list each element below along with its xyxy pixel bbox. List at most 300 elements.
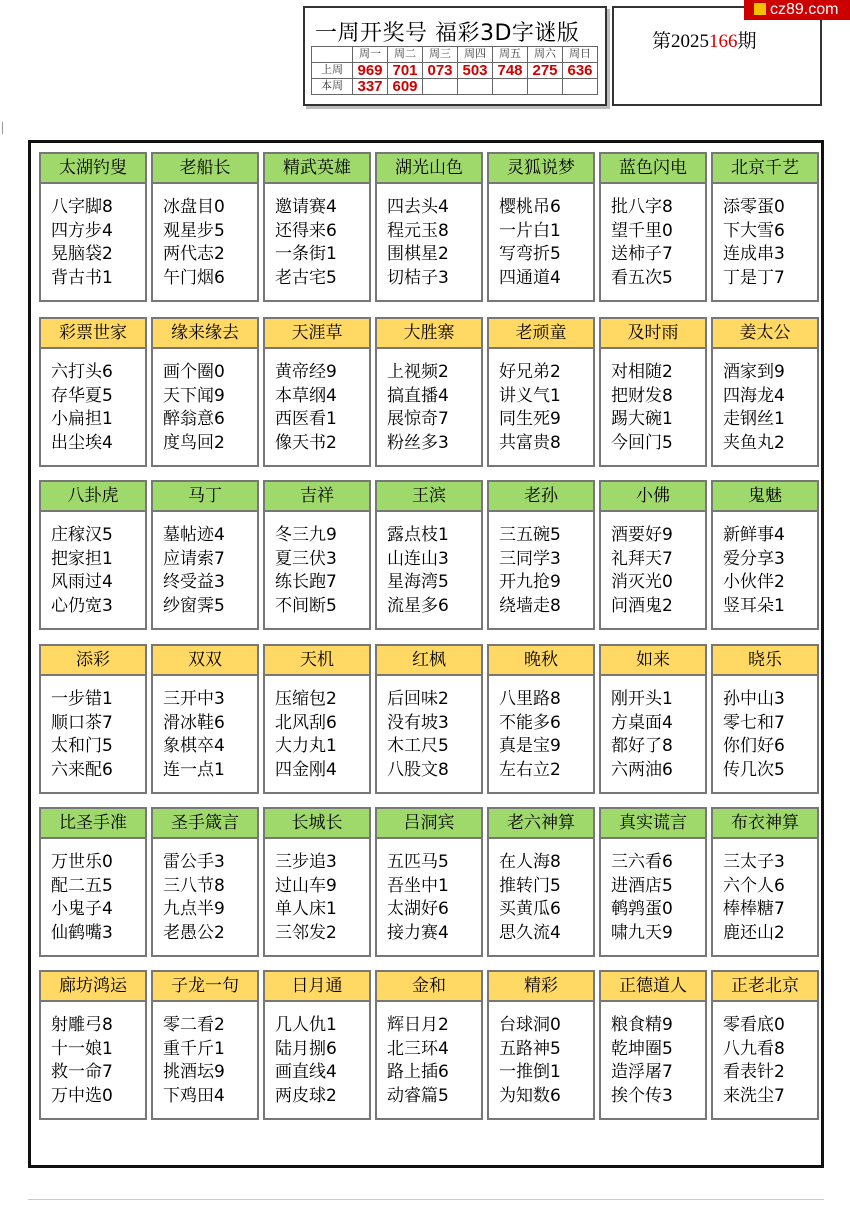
riddle-author: 天机 bbox=[265, 646, 369, 676]
riddle-lines bbox=[489, 349, 593, 455]
riddle-line: 三步追3 bbox=[275, 852, 337, 872]
riddle-line: 画直线4 bbox=[275, 1062, 337, 1082]
riddle-line: 消灭光0 bbox=[611, 572, 673, 592]
riddle-line: 看五次5 bbox=[611, 267, 673, 288]
riddle-line: 邀请赛4 bbox=[275, 197, 337, 217]
draw-number: 073 bbox=[423, 63, 458, 79]
draw-number: 275 bbox=[528, 63, 563, 79]
riddle-line: 进酒店5 bbox=[611, 875, 673, 896]
riddle-line: 五路神5 bbox=[499, 1038, 561, 1059]
riddle-card bbox=[599, 970, 707, 1120]
riddle-line: 还得来6 bbox=[275, 220, 337, 241]
riddle-card bbox=[487, 807, 595, 957]
riddle-card bbox=[375, 644, 483, 794]
riddle-card bbox=[487, 480, 595, 630]
riddle-line: 买黄瓜6 bbox=[499, 899, 561, 919]
riddle-line: 三同学3 bbox=[499, 548, 561, 569]
riddle-line: 共富贵8 bbox=[499, 432, 561, 453]
riddle-card bbox=[487, 970, 595, 1120]
riddle-author: 比圣手准 bbox=[41, 809, 145, 839]
riddle-line: 下鸡田4 bbox=[163, 1085, 225, 1106]
results-last-week-row bbox=[312, 63, 598, 79]
riddle-author: 正老北京 bbox=[713, 972, 817, 1002]
riddle-author: 晓乐 bbox=[713, 646, 817, 676]
riddle-line: 酒要好9 bbox=[611, 525, 673, 545]
draw-number: 337 bbox=[353, 79, 388, 95]
riddle-lines bbox=[489, 512, 593, 618]
riddle-line: 五匹马5 bbox=[387, 852, 449, 872]
riddle-line: 四通道4 bbox=[499, 267, 561, 288]
riddle-lines bbox=[265, 676, 369, 782]
riddle-card bbox=[375, 970, 483, 1120]
riddle-line: 台球洞0 bbox=[499, 1015, 561, 1035]
riddle-card bbox=[487, 644, 595, 794]
issue-suffix: 期 bbox=[737, 31, 757, 52]
riddle-lines bbox=[601, 349, 705, 455]
riddle-lines bbox=[153, 1002, 257, 1108]
riddle-line: 射雕弓8 bbox=[51, 1015, 113, 1035]
week-label: 上周 bbox=[312, 63, 353, 79]
riddle-line: 救一命7 bbox=[51, 1062, 113, 1082]
draw-number: 969 bbox=[353, 63, 388, 79]
riddle-card bbox=[263, 807, 371, 957]
riddle-card bbox=[599, 807, 707, 957]
riddle-line: 八里路8 bbox=[499, 689, 561, 709]
riddle-line: 在人海8 bbox=[499, 852, 561, 872]
riddle-line: 仙鹤嘴3 bbox=[51, 922, 113, 943]
riddle-line: 写弯折5 bbox=[499, 244, 561, 264]
riddle-lines bbox=[601, 512, 705, 618]
riddle-lines bbox=[713, 184, 817, 290]
draw-number bbox=[493, 79, 528, 95]
draw-number bbox=[423, 79, 458, 95]
riddle-author: 正德道人 bbox=[601, 972, 705, 1002]
riddle-line: 六来配6 bbox=[51, 759, 113, 780]
riddle-line: 推转门5 bbox=[499, 875, 561, 896]
issue-label bbox=[652, 26, 757, 53]
riddle-line: 三太子3 bbox=[723, 852, 785, 872]
riddle-line: 压缩包2 bbox=[275, 689, 337, 709]
riddle-card bbox=[487, 317, 595, 467]
riddle-line: 零七和7 bbox=[723, 712, 785, 733]
riddle-line: 夏三伏3 bbox=[275, 548, 337, 569]
riddle-card bbox=[39, 480, 147, 630]
riddle-line: 看表针2 bbox=[723, 1062, 785, 1082]
riddle-line: 小扁担1 bbox=[51, 409, 113, 429]
draw-number: 701 bbox=[388, 63, 423, 79]
riddle-line: 上视频2 bbox=[387, 362, 449, 382]
riddle-lines bbox=[153, 839, 257, 945]
riddle-author: 日月通 bbox=[265, 972, 369, 1002]
riddle-line: 粉丝多3 bbox=[387, 432, 449, 453]
riddle-line: 搞直播4 bbox=[387, 385, 449, 406]
riddle-line: 挨个传3 bbox=[611, 1085, 673, 1106]
riddle-line: 辉日月2 bbox=[387, 1015, 449, 1035]
riddle-line: 晃脑袋2 bbox=[51, 244, 113, 264]
riddle-line: 连一点1 bbox=[163, 759, 225, 780]
riddle-line: 四方步4 bbox=[51, 220, 113, 241]
riddle-line: 爱分享3 bbox=[723, 548, 785, 569]
riddle-lines bbox=[41, 184, 145, 290]
riddle-line: 纱窗霁5 bbox=[163, 595, 225, 616]
riddle-card bbox=[39, 317, 147, 467]
day-label: 周日 bbox=[563, 47, 598, 63]
riddle-card bbox=[263, 644, 371, 794]
riddle-card bbox=[151, 644, 259, 794]
riddle-author: 北京千艺 bbox=[713, 154, 817, 184]
riddle-line: 刚开头1 bbox=[611, 689, 673, 709]
riddle-line: 孙中山3 bbox=[723, 689, 785, 709]
riddle-card bbox=[711, 644, 819, 794]
riddle-lines bbox=[153, 676, 257, 782]
riddle-card bbox=[375, 807, 483, 957]
riddle-card bbox=[263, 480, 371, 630]
riddle-card bbox=[39, 152, 147, 302]
riddle-line: 三五碗5 bbox=[499, 525, 561, 545]
riddle-lines bbox=[41, 1002, 145, 1108]
riddle-line: 围棋星2 bbox=[387, 244, 449, 264]
riddle-lines bbox=[377, 349, 481, 455]
riddle-lines bbox=[601, 839, 705, 945]
riddle-line: 六个人6 bbox=[723, 875, 785, 896]
riddle-line: 对相随2 bbox=[611, 362, 673, 382]
riddle-card bbox=[263, 970, 371, 1120]
riddle-line: 万中选0 bbox=[51, 1085, 113, 1106]
riddle-line: 问酒鬼2 bbox=[611, 595, 673, 616]
riddle-line: 三邻发2 bbox=[275, 922, 337, 943]
riddle-author: 鬼魅 bbox=[713, 482, 817, 512]
site-logo[interactable] bbox=[744, 0, 850, 20]
riddle-author: 老顽童 bbox=[489, 319, 593, 349]
riddle-line: 本草纲4 bbox=[275, 385, 337, 406]
riddle-line: 丁是丁7 bbox=[723, 267, 785, 288]
riddle-lines bbox=[153, 349, 257, 455]
riddle-line: 星海湾5 bbox=[387, 572, 449, 592]
riddle-line: 吾坐中1 bbox=[387, 875, 449, 896]
footer-divider bbox=[28, 1199, 824, 1200]
riddle-author: 老孙 bbox=[489, 482, 593, 512]
riddle-lines bbox=[377, 512, 481, 618]
riddle-line: 同生死9 bbox=[499, 409, 561, 429]
day-label: 周二 bbox=[388, 47, 423, 63]
riddle-line: 没有坡3 bbox=[387, 712, 449, 733]
riddle-author: 马丁 bbox=[153, 482, 257, 512]
riddle-card bbox=[711, 807, 819, 957]
riddle-line: 下大雪6 bbox=[723, 220, 785, 241]
riddle-lines bbox=[41, 676, 145, 782]
riddle-line: 都好了8 bbox=[611, 736, 673, 756]
riddle-line: 路上插6 bbox=[387, 1062, 449, 1082]
riddle-card bbox=[711, 480, 819, 630]
riddle-line: 动睿篇5 bbox=[387, 1085, 449, 1106]
riddle-line: 四去头4 bbox=[387, 197, 449, 217]
riddle-line: 单人床1 bbox=[275, 899, 337, 919]
riddle-lines bbox=[265, 1002, 369, 1108]
riddle-lines bbox=[489, 1002, 593, 1108]
riddle-author: 精武英雄 bbox=[265, 154, 369, 184]
riddle-lines bbox=[153, 512, 257, 618]
riddle-line: 背古书1 bbox=[51, 267, 113, 288]
results-this-week-row bbox=[312, 79, 598, 95]
riddle-card bbox=[711, 152, 819, 302]
riddle-line: 粮食精9 bbox=[611, 1015, 673, 1035]
riddle-author: 小佛 bbox=[601, 482, 705, 512]
riddle-author: 金和 bbox=[377, 972, 481, 1002]
riddle-line: 练长跑7 bbox=[275, 572, 337, 592]
riddle-card bbox=[151, 480, 259, 630]
riddle-line: 终受益3 bbox=[163, 572, 225, 592]
riddle-card bbox=[599, 644, 707, 794]
riddle-author: 晚秋 bbox=[489, 646, 593, 676]
riddle-line: 八股文8 bbox=[387, 759, 449, 780]
riddle-line: 竖耳朵1 bbox=[723, 595, 785, 616]
day-label: 周五 bbox=[493, 47, 528, 63]
riddle-line: 冰盘目0 bbox=[163, 197, 225, 217]
riddle-lines bbox=[713, 1002, 817, 1108]
riddle-line: 来洗尘7 bbox=[723, 1085, 785, 1106]
draw-number bbox=[528, 79, 563, 95]
riddle-line: 不能多6 bbox=[499, 712, 561, 733]
riddle-card bbox=[375, 152, 483, 302]
riddle-line: 像天书2 bbox=[275, 432, 337, 453]
riddle-line: 出尘埃4 bbox=[51, 432, 113, 453]
riddle-lines bbox=[489, 184, 593, 290]
riddle-card bbox=[599, 317, 707, 467]
riddle-line: 零看底0 bbox=[723, 1015, 785, 1035]
riddle-line: 北风刮6 bbox=[275, 712, 337, 733]
logo-text: cz89.com bbox=[770, 1, 839, 18]
riddle-author: 王滨 bbox=[377, 482, 481, 512]
riddle-author: 彩票世家 bbox=[41, 319, 145, 349]
riddle-line: 把财发8 bbox=[611, 385, 673, 406]
riddle-line: 绕墙走8 bbox=[499, 595, 561, 616]
riddle-line: 存华夏5 bbox=[51, 385, 113, 406]
riddle-author: 蓝色闪电 bbox=[601, 154, 705, 184]
riddle-line: 庄稼汉5 bbox=[51, 525, 113, 545]
riddle-line: 接力赛4 bbox=[387, 922, 449, 943]
riddle-line: 十一娘1 bbox=[51, 1038, 113, 1059]
riddle-card bbox=[487, 152, 595, 302]
riddle-line: 八字脚8 bbox=[51, 197, 113, 217]
riddle-card bbox=[151, 152, 259, 302]
riddle-lines bbox=[601, 676, 705, 782]
riddle-card bbox=[711, 970, 819, 1120]
issue-prefix: 第2025 bbox=[652, 31, 710, 52]
riddle-card bbox=[39, 644, 147, 794]
riddle-line: 礼拜天7 bbox=[611, 548, 673, 569]
riddle-author: 八卦虎 bbox=[41, 482, 145, 512]
riddle-lines bbox=[265, 512, 369, 618]
margin-tick bbox=[2, 122, 3, 134]
riddle-line: 观星步5 bbox=[163, 220, 225, 241]
riddle-line: 新鲜事4 bbox=[723, 525, 785, 545]
riddle-line: 六两油6 bbox=[611, 759, 673, 780]
riddle-line: 露点枝1 bbox=[387, 525, 449, 545]
riddle-line: 过山车9 bbox=[275, 875, 337, 896]
riddle-line: 程元玉8 bbox=[387, 220, 449, 241]
riddle-line: 开九抢9 bbox=[499, 572, 561, 592]
riddle-line: 樱桃吊6 bbox=[499, 197, 561, 217]
riddle-lines bbox=[265, 349, 369, 455]
riddle-line: 墓帖迹4 bbox=[163, 525, 225, 545]
draw-number: 636 bbox=[563, 63, 598, 79]
riddle-author: 姜太公 bbox=[713, 319, 817, 349]
riddle-line: 天下闻9 bbox=[163, 385, 225, 406]
riddle-card bbox=[151, 970, 259, 1120]
riddle-line: 啸九天9 bbox=[611, 922, 673, 943]
riddle-card bbox=[375, 480, 483, 630]
riddle-line: 四海龙4 bbox=[723, 385, 785, 406]
riddle-line: 一条街1 bbox=[275, 244, 337, 264]
riddle-author: 老船长 bbox=[153, 154, 257, 184]
riddle-line: 陆月捌6 bbox=[275, 1038, 337, 1059]
riddle-lines bbox=[713, 512, 817, 618]
results-table bbox=[311, 46, 598, 95]
riddle-author: 真实谎言 bbox=[601, 809, 705, 839]
riddle-lines bbox=[265, 839, 369, 945]
riddle-author: 子龙一句 bbox=[153, 972, 257, 1002]
riddle-line: 后回味2 bbox=[387, 689, 449, 709]
riddle-lines bbox=[41, 349, 145, 455]
draw-number: 748 bbox=[493, 63, 528, 79]
riddle-line: 老古宅5 bbox=[275, 267, 337, 288]
riddle-line: 踢大碗1 bbox=[611, 409, 673, 429]
riddle-line: 连成串3 bbox=[723, 244, 785, 264]
riddle-line: 几人仇1 bbox=[275, 1015, 337, 1035]
riddle-card bbox=[711, 317, 819, 467]
riddle-line: 望千里0 bbox=[611, 220, 673, 241]
riddle-line: 风雨过4 bbox=[51, 572, 113, 592]
riddle-line: 鹌鹑蛋0 bbox=[611, 899, 673, 919]
riddle-line: 午门烟6 bbox=[163, 267, 225, 288]
riddle-author: 吕洞宾 bbox=[377, 809, 481, 839]
draw-number bbox=[458, 79, 493, 95]
riddle-author: 红枫 bbox=[377, 646, 481, 676]
riddle-line: 挑酒坛9 bbox=[163, 1062, 225, 1082]
riddle-line: 三六看6 bbox=[611, 852, 673, 872]
riddle-author: 太湖钓叟 bbox=[41, 154, 145, 184]
riddle-line: 左右立2 bbox=[499, 759, 561, 780]
riddle-line: 造浮屠7 bbox=[611, 1062, 673, 1082]
riddle-line: 应请索7 bbox=[163, 548, 225, 569]
riddle-lines bbox=[41, 839, 145, 945]
riddle-line: 乾坤圈5 bbox=[611, 1038, 673, 1059]
riddle-card bbox=[263, 152, 371, 302]
riddle-line: 一片白1 bbox=[499, 220, 561, 241]
riddle-line: 传几次5 bbox=[723, 759, 785, 780]
riddle-line: 太湖好6 bbox=[387, 899, 449, 919]
riddle-line: 三八节8 bbox=[163, 875, 225, 896]
riddle-line: 棒棒糖7 bbox=[723, 899, 785, 919]
riddle-line: 小伙伴2 bbox=[723, 572, 785, 592]
riddle-line: 你们好6 bbox=[723, 736, 785, 756]
riddle-author: 湖光山色 bbox=[377, 154, 481, 184]
riddle-line: 添零蛋0 bbox=[723, 197, 785, 217]
riddle-card bbox=[263, 317, 371, 467]
riddle-line: 零二看2 bbox=[163, 1015, 225, 1035]
riddle-line: 展惊奇7 bbox=[387, 409, 449, 429]
riddle-line: 黄帝经9 bbox=[275, 362, 337, 382]
riddle-line: 太和门5 bbox=[51, 736, 113, 756]
riddle-line: 讲义气1 bbox=[499, 385, 561, 406]
riddle-line: 八九看8 bbox=[723, 1038, 785, 1059]
riddle-author: 老六神算 bbox=[489, 809, 593, 839]
riddle-author: 灵狐说梦 bbox=[489, 154, 593, 184]
week-label: 本周 bbox=[312, 79, 353, 95]
riddle-lines bbox=[601, 1002, 705, 1108]
riddle-line: 象棋卒4 bbox=[163, 736, 225, 756]
riddle-grid bbox=[28, 140, 824, 1168]
corner-cell bbox=[312, 47, 353, 63]
riddle-lines bbox=[265, 184, 369, 290]
riddle-lines bbox=[489, 676, 593, 782]
riddle-line: 小鬼子4 bbox=[51, 899, 113, 919]
riddle-line: 思久流4 bbox=[499, 922, 561, 943]
riddle-lines bbox=[713, 676, 817, 782]
riddle-lines bbox=[377, 1002, 481, 1108]
riddle-line: 九点半9 bbox=[163, 899, 225, 919]
riddle-line: 今回门5 bbox=[611, 432, 673, 453]
riddle-line: 老愚公2 bbox=[163, 922, 225, 943]
riddle-author: 吉祥 bbox=[265, 482, 369, 512]
riddle-line: 三开中3 bbox=[163, 689, 225, 709]
riddle-lines bbox=[377, 676, 481, 782]
riddle-line: 大力丸1 bbox=[275, 736, 337, 756]
riddle-line: 西医看1 bbox=[275, 409, 337, 429]
riddle-lines bbox=[377, 839, 481, 945]
riddle-line: 顺口茶7 bbox=[51, 712, 113, 733]
riddle-author: 如来 bbox=[601, 646, 705, 676]
riddle-line: 画个圈0 bbox=[163, 362, 225, 382]
riddle-line: 鹿还山2 bbox=[723, 922, 785, 943]
riddle-line: 真是宝9 bbox=[499, 736, 561, 756]
riddle-line: 重千斤1 bbox=[163, 1038, 225, 1059]
day-label: 周四 bbox=[458, 47, 493, 63]
riddle-author: 圣手箴言 bbox=[153, 809, 257, 839]
riddle-line: 好兄弟2 bbox=[499, 362, 561, 382]
riddle-author: 精彩 bbox=[489, 972, 593, 1002]
riddle-card bbox=[599, 480, 707, 630]
riddle-lines bbox=[41, 512, 145, 618]
riddle-lines bbox=[153, 184, 257, 290]
riddle-line: 方桌面4 bbox=[611, 712, 673, 733]
draw-number: 609 bbox=[388, 79, 423, 95]
riddle-line: 北三环4 bbox=[387, 1038, 449, 1059]
riddle-line: 雷公手3 bbox=[163, 852, 225, 872]
riddle-line: 配二五5 bbox=[51, 875, 113, 896]
riddle-card bbox=[39, 807, 147, 957]
riddle-line: 夹鱼丸2 bbox=[723, 432, 785, 453]
riddle-line: 切桔子3 bbox=[387, 267, 449, 288]
riddle-author: 天涯草 bbox=[265, 319, 369, 349]
issue-number-box bbox=[612, 6, 822, 106]
riddle-line: 批八字8 bbox=[611, 197, 673, 217]
day-label: 周三 bbox=[423, 47, 458, 63]
riddle-author: 及时雨 bbox=[601, 319, 705, 349]
riddle-author: 添彩 bbox=[41, 646, 145, 676]
riddle-line: 两皮球2 bbox=[275, 1085, 337, 1106]
riddle-line: 送柿子7 bbox=[611, 244, 673, 264]
riddle-line: 心仍宽3 bbox=[51, 595, 113, 616]
riddle-author: 大胜寨 bbox=[377, 319, 481, 349]
riddle-line: 六打头6 bbox=[51, 362, 113, 382]
results-day-row bbox=[312, 47, 598, 63]
riddle-lines bbox=[489, 839, 593, 945]
draw-number: 503 bbox=[458, 63, 493, 79]
riddle-line: 把家担1 bbox=[51, 548, 113, 569]
riddle-line: 滑冰鞋6 bbox=[163, 712, 225, 733]
riddle-card bbox=[151, 317, 259, 467]
